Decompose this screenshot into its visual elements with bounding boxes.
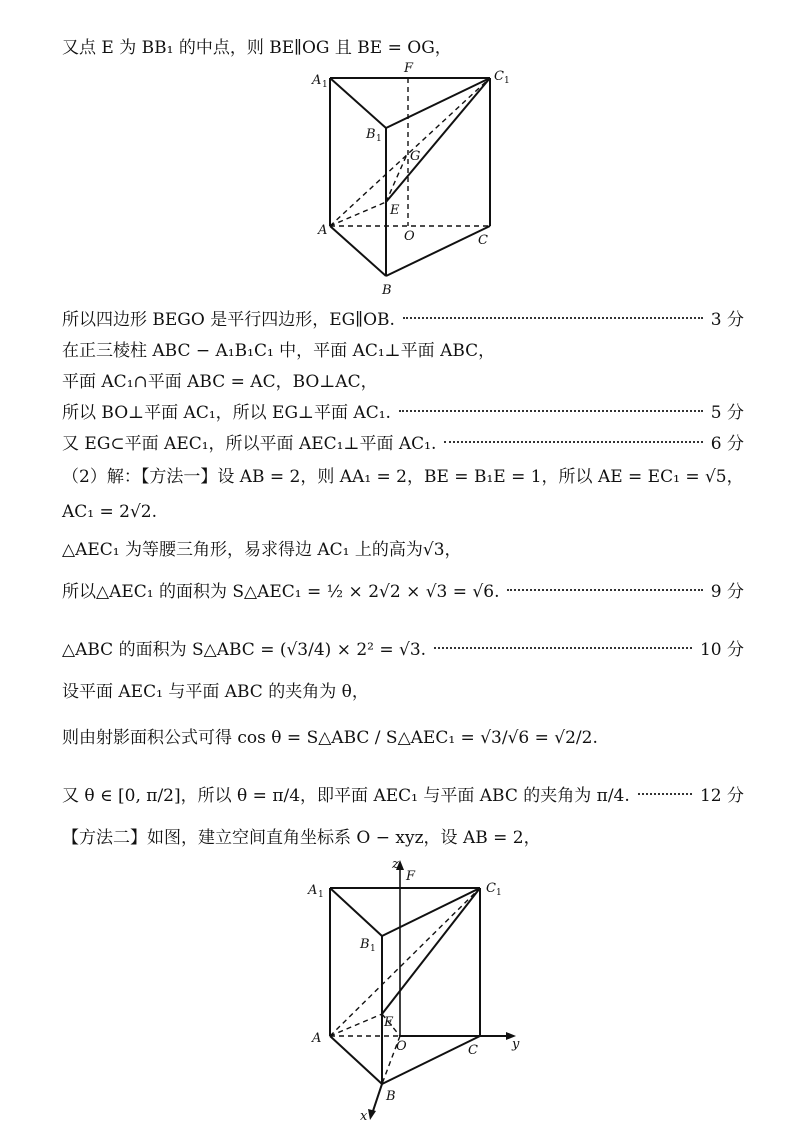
score: 9 分 [710, 582, 744, 602]
svg-text:1: 1 [496, 888, 502, 898]
label-c: C [478, 233, 488, 248]
label-f: F [404, 61, 414, 76]
score: 12 分 [699, 786, 744, 806]
text-line-8: AC₁ = 2√2. [62, 502, 158, 522]
score: 6 分 [710, 434, 744, 454]
text-line-1: 又点 E 为 BB₁ 的中点，则 BE∥OG 且 BE = OG， [62, 38, 452, 58]
leader-dots [507, 589, 702, 591]
label-e: E [384, 1015, 394, 1030]
score: 5 分 [710, 403, 744, 423]
text-line-12: 设平面 AEC₁ 与平面 ABC 的夹角为 θ， [62, 682, 369, 702]
axis-x-label: x [360, 1109, 368, 1124]
score: 10 分 [699, 640, 744, 660]
prism-figure-1 [300, 58, 520, 298]
label-a: A [312, 1031, 322, 1046]
svg-text:1: 1 [322, 80, 328, 90]
text-line-13: 则由射影面积公式可得 cos θ = S△ABC / S△AEC₁ = √3/√6 = √2/2. [62, 728, 598, 748]
leader-dots [444, 441, 702, 443]
label-g: G [410, 149, 421, 164]
leader-dots [638, 793, 692, 795]
label-o: O [404, 229, 415, 244]
label-c1: C [486, 881, 496, 896]
label-c1: C [494, 69, 504, 84]
text-line-7: （2）解：【方法一】设 AB = 2，则 AA₁ = 2，BE = B₁E = 1，所以 AE = EC₁ = √5， [62, 467, 744, 487]
label-o: O [396, 1039, 407, 1054]
label-e: E [390, 203, 400, 218]
label-b1: B [360, 937, 370, 952]
text-line-9: △AEC₁ 为等腰三角形，易求得边 AC₁ 上的高为√3， [62, 540, 462, 560]
svg-text:1: 1 [370, 944, 376, 954]
text-line-6: 又 EG⊂平面 AEC₁，所以平面 AEC₁⊥平面 AC₁. 6 分 [62, 434, 744, 454]
axis-z-label: z [392, 857, 399, 872]
text-line-3: 在正三棱柱 ABC − A₁B₁C₁ 中，平面 AC₁⊥平面 ABC， [62, 341, 496, 361]
leader-dots [434, 647, 692, 649]
score: 3 分 [710, 310, 744, 330]
text-line-11: △ABC 的面积为 S△ABC = (√3/4) × 2² = √3. 10 分 [62, 640, 744, 660]
text-line-14: 又 θ ∈ [0, π/2]，所以 θ = π/4，即平面 AEC₁ 与平面 ABC 的夹角为 π/4. 12 分 [62, 786, 744, 806]
svg-text:1: 1 [504, 76, 510, 86]
label-f: F [406, 869, 416, 884]
label-a1: A [312, 73, 322, 88]
leader-dots [403, 317, 703, 319]
text-line-10: 所以△AEC₁ 的面积为 S△AEC₁ = ½ × 2√2 × √3 = √6. 9 分 [62, 582, 744, 602]
text-line-15: 【方法二】如图，建立空间直角坐标系 O − xyz，设 AB = 2， [62, 828, 541, 848]
axis-y-label: y [512, 1037, 520, 1052]
label-a1: A [308, 883, 318, 898]
text-line-2: 所以四边形 BEGO 是平行四边形，EG∥OB. 3 分 [62, 310, 744, 330]
label-b1: B [366, 127, 376, 142]
svg-text:1: 1 [376, 134, 382, 144]
text-line-5: 所以 BO⊥平面 AC₁，所以 EG⊥平面 AC₁. 5 分 [62, 403, 744, 423]
label-b: B [386, 1089, 396, 1104]
prism-figure-2 [290, 856, 530, 1124]
svg-text:1: 1 [318, 890, 324, 900]
label-c: C [468, 1043, 478, 1058]
leader-dots [399, 410, 703, 412]
label-a: A [318, 223, 328, 238]
text-line-4: 平面 AC₁∩平面 ABC = AC，BO⊥AC， [62, 372, 378, 392]
label-b: B [382, 283, 392, 298]
